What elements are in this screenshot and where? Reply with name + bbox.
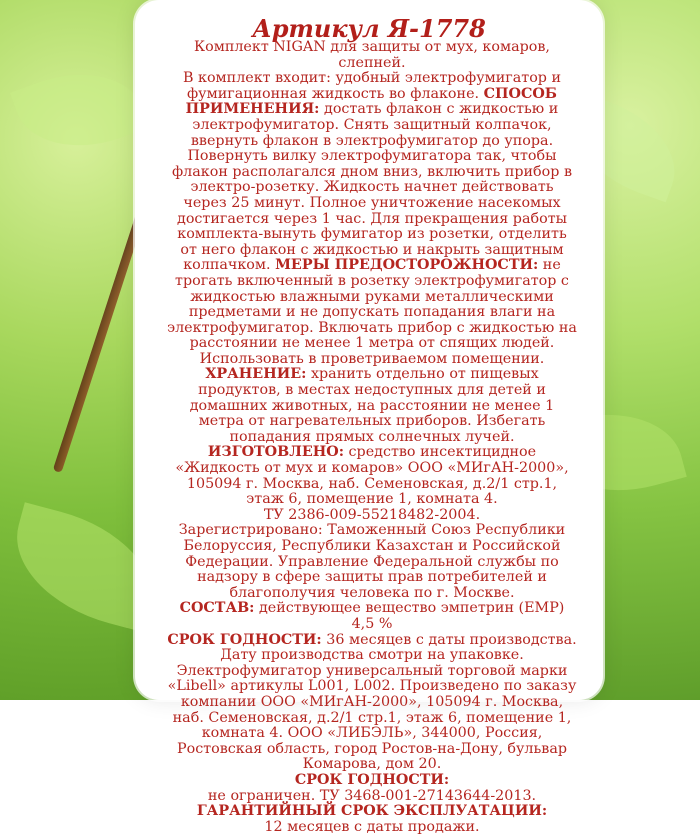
instruction-text: [167, 40, 577, 835]
manufacturer-block: [167, 445, 577, 507]
production-date-note: Дату производства смотри на упаковке.: [220, 647, 524, 664]
method-text: достать флакон с жидкостью и электрофумигатор. Снять защитный колпачок, ввернуть флакон в электрофумигатор до упора. Повернуть вилку электрофумигатора так, чтобы флакон располагался дном вниз, включить прибор в электро-розетку. Жидкость начнет действовать через 25 минут. Полное уничтожение насекомых достигается через 1 час. Для прекращения работы комплекта-вынуть фумигатор из розетки, отделить от него флакон с жидкостью и накрыть защитным колпачком.: [171, 101, 572, 274]
kit-contents: [167, 71, 577, 445]
manufactured-heading: ИЗГОТОВЛЕНО:: [207, 444, 344, 461]
registration-text: Зарегистрировано: Таможенный Союз Республики Белоруссия, Республики Казахстан и Российской Федерации. Управление Федеральной службы по надзору в сфере защиты прав потребителей и благополучия человека по г. Москве.: [178, 522, 566, 601]
tu-line: ТУ 2386-009-55218482-2004.: [263, 506, 481, 523]
composition-line: [167, 601, 577, 632]
article-title: Артикул Я-1778: [252, 14, 486, 43]
info-panel: [135, 0, 603, 835]
precaution-text: не трогать включенный в розетку электрофумигатор с жидкостью влажными руками металлическими предметами и не допускать попадания влаги на электрофумигатор. Включать прибор с жидкостью на расстоянии не менее 1 метра от спящих людей. Использовать в проветриваемом помещении.: [167, 257, 577, 367]
shelf-life-text: 36 месяцев с даты производства.: [326, 631, 577, 648]
composition-text: действующее вещество эмпетрин (ЕМР) 4,5 %: [259, 600, 565, 632]
kit-contents-text: В комплект входит: удобный электрофумигатор и фумигационная жидкость во флаконе.: [182, 70, 562, 102]
manufactured-text: средство инсектицидное «Жидкость от мух и комаров» ООО «МИгАН-2000», 105094 г. Москва, наб. Семеновская, д.2/1 стр.1, этаж 6, помещение 1, комната 4.: [175, 444, 569, 508]
storage-text: хранить отдельно от пищевых продуктов, в местах недоступных для детей и домашних животных, на расстоянии не менее 1 метра от нагревательных приборов. Избегать попадания прямых солнечных лучей.: [189, 366, 555, 445]
composition-heading: СОСТАВ:: [179, 600, 255, 617]
storage-heading: ХРАНЕНИЕ:: [205, 366, 307, 383]
shelf-life-line: [167, 633, 577, 649]
warranty-heading: ГАРАНТИЙНЫЙ СРОК ЭКСПЛУАТАЦИИ:: [196, 803, 548, 820]
shelf-life-2-heading: СРОК ГОДНОСТИ:: [294, 771, 450, 788]
precaution-heading: МЕРЫ ПРЕДОСТОРОЖНОСТИ:: [275, 257, 539, 274]
shelf-life-2-text: не ограничен. ТУ 3468-001-27143644-2013.: [207, 787, 537, 804]
leaf-decoration: [10, 52, 150, 168]
kit-description: Комплект NIGAN для защиты от мух, комаров, слепней.: [194, 39, 550, 71]
shelf-life-heading: СРОК ГОДНОСТИ:: [167, 631, 322, 648]
warranty-text: 12 месяцев с даты продажи.: [264, 818, 480, 835]
method-heading: СПОСОБ ПРИМЕНЕНИЯ:: [185, 85, 558, 118]
device-description: Электрофумигатор универсальный торговой марки «Libell» артикулы L001, L002. Произведено по заказу компании ООО «МИгАН-2000», 105094 г. Москва, наб. Семеновская, д.2/1 стр.1, этаж 6, помещение 1, комната 4. ООО «ЛИБЭЛЬ», 344000, Россия, Ростовская область, город Ростов-на-Дону, бульвар Комарова, дом 20.: [167, 662, 577, 773]
